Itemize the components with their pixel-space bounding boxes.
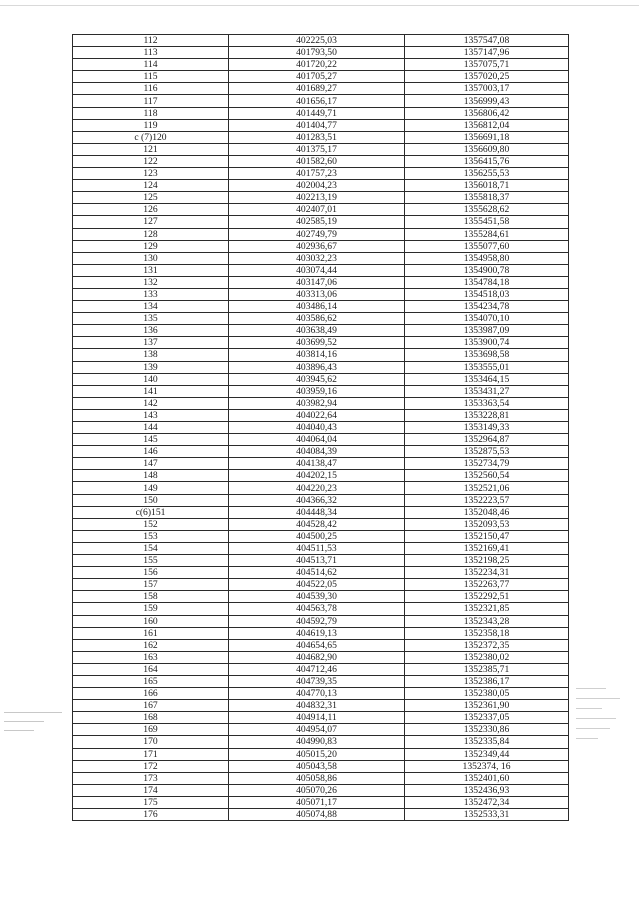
y-coordinate-cell: 1352386,17	[405, 675, 569, 687]
table-row	[73, 107, 569, 119]
table-row	[73, 397, 569, 409]
y-coordinate-cell: 1356609,80	[405, 143, 569, 155]
x-coordinate-cell: 403074,44	[229, 264, 405, 276]
point-number-cell: 156	[73, 567, 229, 579]
x-coordinate-cell: 404539,30	[229, 591, 405, 603]
x-coordinate-cell: 401757,23	[229, 168, 405, 180]
point-number-cell: 161	[73, 627, 229, 639]
table-row	[73, 373, 569, 385]
x-coordinate-cell: 404954,07	[229, 724, 405, 736]
x-coordinate-cell: 403959,16	[229, 385, 405, 397]
x-coordinate-cell: 403586,62	[229, 313, 405, 325]
x-coordinate-cell: 404138,47	[229, 458, 405, 470]
point-number-cell: 133	[73, 288, 229, 300]
x-coordinate-cell: 404511,53	[229, 542, 405, 554]
table-row	[73, 95, 569, 107]
point-number-cell: 165	[73, 675, 229, 687]
x-coordinate-cell: 401793,50	[229, 47, 405, 59]
x-coordinate-cell: 401404,77	[229, 119, 405, 131]
table-row	[73, 216, 569, 228]
table-row	[73, 530, 569, 542]
table-row	[73, 772, 569, 784]
y-coordinate-cell: 1353363,54	[405, 397, 569, 409]
point-number-cell: 166	[73, 688, 229, 700]
table-row	[73, 71, 569, 83]
table-row	[73, 361, 569, 373]
x-coordinate-cell: 404022,64	[229, 409, 405, 421]
y-coordinate-cell: 1352198,25	[405, 555, 569, 567]
point-number-cell: 130	[73, 252, 229, 264]
table-row	[73, 47, 569, 59]
x-coordinate-cell: 402004,23	[229, 180, 405, 192]
point-number-cell: 124	[73, 180, 229, 192]
x-coordinate-cell: 404448,34	[229, 506, 405, 518]
x-coordinate-cell: 404202,15	[229, 470, 405, 482]
point-number-cell: 117	[73, 95, 229, 107]
table-row	[73, 446, 569, 458]
y-coordinate-cell: 1354070,10	[405, 313, 569, 325]
point-number-cell: 162	[73, 639, 229, 651]
table-row	[73, 494, 569, 506]
point-number-cell: 141	[73, 385, 229, 397]
y-coordinate-cell: 1352361,90	[405, 700, 569, 712]
y-coordinate-cell: 1356812,04	[405, 119, 569, 131]
x-coordinate-cell: 405043,58	[229, 760, 405, 772]
x-coordinate-cell: 401705,27	[229, 71, 405, 83]
x-coordinate-cell: 403147,06	[229, 276, 405, 288]
y-coordinate-cell: 1355628,62	[405, 204, 569, 216]
x-coordinate-cell: 402585,19	[229, 216, 405, 228]
x-coordinate-cell: 404040,43	[229, 422, 405, 434]
point-number-cell: 144	[73, 422, 229, 434]
point-number-cell: 138	[73, 349, 229, 361]
point-number-cell: 129	[73, 240, 229, 252]
x-coordinate-cell: 403699,52	[229, 337, 405, 349]
point-number-cell: 137	[73, 337, 229, 349]
y-coordinate-cell: 1352401,60	[405, 772, 569, 784]
y-coordinate-cell: 1354958,80	[405, 252, 569, 264]
x-coordinate-cell: 404528,42	[229, 518, 405, 530]
x-coordinate-cell: 404712,46	[229, 663, 405, 675]
y-coordinate-cell: 1352093,53	[405, 518, 569, 530]
point-number-cell: 113	[73, 47, 229, 59]
x-coordinate-cell: 404654,65	[229, 639, 405, 651]
point-number-cell: 170	[73, 736, 229, 748]
y-coordinate-cell: 1355284,61	[405, 228, 569, 240]
table-row	[73, 276, 569, 288]
point-number-cell: 142	[73, 397, 229, 409]
y-coordinate-cell: 1352150,47	[405, 530, 569, 542]
point-number-cell: 173	[73, 772, 229, 784]
table-row	[73, 567, 569, 579]
point-number-cell: 139	[73, 361, 229, 373]
point-number-cell: 169	[73, 724, 229, 736]
table-row	[73, 180, 569, 192]
x-coordinate-cell: 403638,49	[229, 325, 405, 337]
table-row	[73, 313, 569, 325]
point-number-cell: 152	[73, 518, 229, 530]
table-row	[73, 760, 569, 772]
x-coordinate-cell: 404592,79	[229, 615, 405, 627]
point-number-cell: 121	[73, 143, 229, 155]
table-row	[73, 192, 569, 204]
table-row	[73, 482, 569, 494]
x-coordinate-cell: 404513,71	[229, 555, 405, 567]
y-coordinate-cell: 1352372,35	[405, 639, 569, 651]
table-row	[73, 458, 569, 470]
point-number-cell: 163	[73, 651, 229, 663]
y-coordinate-cell: 1357003,17	[405, 83, 569, 95]
y-coordinate-cell: 1352349,44	[405, 748, 569, 760]
table-row	[73, 228, 569, 240]
y-coordinate-cell: 1355818,37	[405, 192, 569, 204]
table-row	[73, 663, 569, 675]
scan-artifact-right	[576, 688, 624, 758]
x-coordinate-cell: 403032,23	[229, 252, 405, 264]
x-coordinate-cell: 402213,19	[229, 192, 405, 204]
x-coordinate-cell: 404522,05	[229, 579, 405, 591]
x-coordinate-cell: 404832,31	[229, 700, 405, 712]
x-coordinate-cell: 404619,13	[229, 627, 405, 639]
x-coordinate-cell: 404220,23	[229, 482, 405, 494]
x-coordinate-cell: 403982,94	[229, 397, 405, 409]
y-coordinate-cell: 1356415,76	[405, 155, 569, 167]
point-number-cell: 128	[73, 228, 229, 240]
table-row	[73, 59, 569, 71]
x-coordinate-cell: 401720,22	[229, 59, 405, 71]
x-coordinate-cell: 404366,32	[229, 494, 405, 506]
x-coordinate-cell: 403486,14	[229, 301, 405, 313]
x-coordinate-cell: 405071,17	[229, 796, 405, 808]
table-row	[73, 784, 569, 796]
table-row	[73, 252, 569, 264]
y-coordinate-cell: 1353149,33	[405, 422, 569, 434]
x-coordinate-cell: 401449,71	[229, 107, 405, 119]
y-coordinate-cell: 1352436,93	[405, 784, 569, 796]
point-number-cell: 155	[73, 555, 229, 567]
x-coordinate-cell: 404563,78	[229, 603, 405, 615]
y-coordinate-cell: 1353431,27	[405, 385, 569, 397]
point-number-cell: 148	[73, 470, 229, 482]
y-coordinate-cell: 1353464,15	[405, 373, 569, 385]
coordinate-table-container	[72, 34, 568, 821]
point-number-cell: 159	[73, 603, 229, 615]
table-row	[73, 434, 569, 446]
x-coordinate-cell: 405058,86	[229, 772, 405, 784]
y-coordinate-cell: 1357147,96	[405, 47, 569, 59]
point-number-cell: 126	[73, 204, 229, 216]
y-coordinate-cell: 1354234,78	[405, 301, 569, 313]
y-coordinate-cell: 1352292,51	[405, 591, 569, 603]
table-row	[73, 168, 569, 180]
table-row	[73, 688, 569, 700]
x-coordinate-cell: 404990,83	[229, 736, 405, 748]
point-number-cell: 118	[73, 107, 229, 119]
point-number-cell: 167	[73, 700, 229, 712]
x-coordinate-cell: 404084,39	[229, 446, 405, 458]
x-coordinate-cell: 404514,62	[229, 567, 405, 579]
point-number-cell: 164	[73, 663, 229, 675]
table-row	[73, 119, 569, 131]
table-row	[73, 131, 569, 143]
table-row	[73, 603, 569, 615]
x-coordinate-cell: 404739,35	[229, 675, 405, 687]
table-row	[73, 712, 569, 724]
y-coordinate-cell: 1352964,87	[405, 434, 569, 446]
coordinate-table	[72, 34, 569, 821]
point-number-cell: 119	[73, 119, 229, 131]
point-number-cell: 150	[73, 494, 229, 506]
table-row	[73, 591, 569, 603]
x-coordinate-cell: 401689,27	[229, 83, 405, 95]
y-coordinate-cell: 1357020,25	[405, 71, 569, 83]
point-number-cell: 140	[73, 373, 229, 385]
point-number-cell: 114	[73, 59, 229, 71]
y-coordinate-cell: 1352875,53	[405, 446, 569, 458]
point-number-cell: 153	[73, 530, 229, 542]
point-number-cell: 131	[73, 264, 229, 276]
point-number-cell: 160	[73, 615, 229, 627]
point-number-cell: 158	[73, 591, 229, 603]
point-number-cell: 147	[73, 458, 229, 470]
y-coordinate-cell: 1352321,85	[405, 603, 569, 615]
x-coordinate-cell: 403896,43	[229, 361, 405, 373]
y-coordinate-cell: 1356806,42	[405, 107, 569, 119]
x-coordinate-cell: 403814,16	[229, 349, 405, 361]
point-number-cell: 149	[73, 482, 229, 494]
table-row	[73, 288, 569, 300]
coordinate-table-body	[73, 35, 569, 821]
y-coordinate-cell: 1352374, 16	[405, 760, 569, 772]
x-coordinate-cell: 401656,17	[229, 95, 405, 107]
y-coordinate-cell: 1352472,34	[405, 796, 569, 808]
y-coordinate-cell: 1352734,79	[405, 458, 569, 470]
y-coordinate-cell: 1356255,53	[405, 168, 569, 180]
table-row	[73, 724, 569, 736]
y-coordinate-cell: 1352533,31	[405, 809, 569, 821]
table-row	[73, 83, 569, 95]
table-row	[73, 422, 569, 434]
x-coordinate-cell: 401375,17	[229, 143, 405, 155]
y-coordinate-cell: 1354784,18	[405, 276, 569, 288]
table-row	[73, 700, 569, 712]
table-row	[73, 748, 569, 760]
y-coordinate-cell: 1355451,58	[405, 216, 569, 228]
table-row	[73, 240, 569, 252]
x-coordinate-cell: 405015,20	[229, 748, 405, 760]
table-row	[73, 506, 569, 518]
x-coordinate-cell: 402225,03	[229, 35, 405, 47]
x-coordinate-cell: 402407,01	[229, 204, 405, 216]
table-row	[73, 349, 569, 361]
table-row	[73, 470, 569, 482]
y-coordinate-cell: 1353555,01	[405, 361, 569, 373]
y-coordinate-cell: 1352343,28	[405, 615, 569, 627]
table-row	[73, 796, 569, 808]
point-number-cell: 134	[73, 301, 229, 313]
table-row	[73, 301, 569, 313]
table-row	[73, 204, 569, 216]
y-coordinate-cell: 1352234,31	[405, 567, 569, 579]
y-coordinate-cell: 1352358,18	[405, 627, 569, 639]
y-coordinate-cell: 1356999,43	[405, 95, 569, 107]
table-row	[73, 651, 569, 663]
point-number-cell: с(6)151	[73, 506, 229, 518]
y-coordinate-cell: 1352337,05	[405, 712, 569, 724]
y-coordinate-cell: 1352560,54	[405, 470, 569, 482]
table-row	[73, 809, 569, 821]
point-number-cell: 125	[73, 192, 229, 204]
x-coordinate-cell: 404064,04	[229, 434, 405, 446]
y-coordinate-cell: 1353987,09	[405, 325, 569, 337]
y-coordinate-cell: 1352263,77	[405, 579, 569, 591]
y-coordinate-cell: 1352380,02	[405, 651, 569, 663]
x-coordinate-cell: 401582,60	[229, 155, 405, 167]
y-coordinate-cell: 1352169,41	[405, 542, 569, 554]
table-row	[73, 627, 569, 639]
point-number-cell: 116	[73, 83, 229, 95]
table-row	[73, 143, 569, 155]
point-number-cell: 146	[73, 446, 229, 458]
y-coordinate-cell: 1352223,57	[405, 494, 569, 506]
x-coordinate-cell: 404770,13	[229, 688, 405, 700]
point-number-cell: 175	[73, 796, 229, 808]
table-row	[73, 542, 569, 554]
x-coordinate-cell: 404682,90	[229, 651, 405, 663]
point-number-cell: 154	[73, 542, 229, 554]
table-row	[73, 736, 569, 748]
point-number-cell: 172	[73, 760, 229, 772]
point-number-cell: с (7)120	[73, 131, 229, 143]
table-row	[73, 639, 569, 651]
point-number-cell: 145	[73, 434, 229, 446]
y-coordinate-cell: 1356018,71	[405, 180, 569, 192]
table-row	[73, 675, 569, 687]
point-number-cell: 123	[73, 168, 229, 180]
table-row	[73, 615, 569, 627]
y-coordinate-cell: 1352330,86	[405, 724, 569, 736]
y-coordinate-cell: 1352385,71	[405, 663, 569, 675]
y-coordinate-cell: 1352521,06	[405, 482, 569, 494]
table-row	[73, 385, 569, 397]
point-number-cell: 132	[73, 276, 229, 288]
x-coordinate-cell: 402749,79	[229, 228, 405, 240]
y-coordinate-cell: 1353228,81	[405, 409, 569, 421]
table-row	[73, 325, 569, 337]
point-number-cell: 127	[73, 216, 229, 228]
x-coordinate-cell: 405074,88	[229, 809, 405, 821]
x-coordinate-cell: 401283,51	[229, 131, 405, 143]
y-coordinate-cell: 1356691,18	[405, 131, 569, 143]
y-coordinate-cell: 1352335,84	[405, 736, 569, 748]
point-number-cell: 176	[73, 809, 229, 821]
table-row	[73, 337, 569, 349]
point-number-cell: 112	[73, 35, 229, 47]
x-coordinate-cell: 405070,26	[229, 784, 405, 796]
y-coordinate-cell: 1352048,46	[405, 506, 569, 518]
point-number-cell: 174	[73, 784, 229, 796]
point-number-cell: 122	[73, 155, 229, 167]
x-coordinate-cell: 402936,67	[229, 240, 405, 252]
y-coordinate-cell: 1353900,74	[405, 337, 569, 349]
y-coordinate-cell: 1353698,58	[405, 349, 569, 361]
table-row	[73, 409, 569, 421]
table-row	[73, 264, 569, 276]
x-coordinate-cell: 403313,06	[229, 288, 405, 300]
x-coordinate-cell: 404914,11	[229, 712, 405, 724]
point-number-cell: 168	[73, 712, 229, 724]
y-coordinate-cell: 1357075,71	[405, 59, 569, 71]
table-row	[73, 35, 569, 47]
x-coordinate-cell: 403945,62	[229, 373, 405, 385]
y-coordinate-cell: 1354518,03	[405, 288, 569, 300]
y-coordinate-cell: 1352380,05	[405, 688, 569, 700]
point-number-cell: 171	[73, 748, 229, 760]
table-row	[73, 155, 569, 167]
scan-artifact-left	[4, 712, 66, 748]
point-number-cell: 136	[73, 325, 229, 337]
y-coordinate-cell: 1354900,78	[405, 264, 569, 276]
point-number-cell: 143	[73, 409, 229, 421]
table-row	[73, 518, 569, 530]
y-coordinate-cell: 1355077,60	[405, 240, 569, 252]
y-coordinate-cell: 1357547,08	[405, 35, 569, 47]
point-number-cell: 135	[73, 313, 229, 325]
table-row	[73, 555, 569, 567]
page-top-edge	[0, 5, 639, 6]
point-number-cell: 157	[73, 579, 229, 591]
point-number-cell: 115	[73, 71, 229, 83]
table-row	[73, 579, 569, 591]
x-coordinate-cell: 404500,25	[229, 530, 405, 542]
